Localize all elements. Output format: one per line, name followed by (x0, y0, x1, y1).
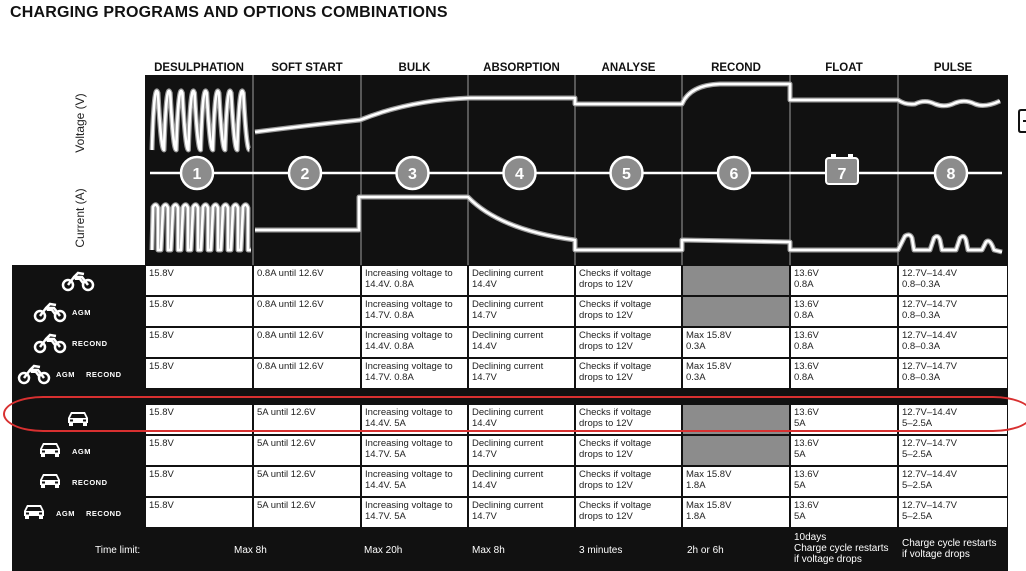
program-cell-pulse: 12.7V–14.4V 5–2.5A (899, 467, 1007, 496)
step-number-4: 4 (515, 166, 524, 183)
program-cell-pulse: 12.7V–14.7V 0.8–0.3A (899, 359, 1007, 388)
step-number-2: 2 (300, 166, 310, 183)
car-icon (40, 474, 60, 488)
program-cell-soft-start: 0.8A until 12.6V (254, 359, 360, 388)
time-limit-value: Max 20h (364, 545, 403, 556)
time-limit-value: 2h or 6h (687, 545, 724, 556)
program-cell-float: 13.6V 5A (791, 436, 897, 465)
program-cell-pulse: 12.7V–14.7V 5–2.5A (899, 498, 1007, 527)
program-cell-desulphation: 15.8V (146, 467, 252, 496)
program-cell-float: 13.6V 0.8A (791, 359, 897, 388)
program-cell-recond: Max 15.8V 0.3A (683, 359, 789, 388)
program-cell-absorption: Declining current 14.4V (469, 405, 574, 434)
program-cell-float: 13.6V 5A (791, 498, 897, 527)
motorcycle-icon (35, 304, 65, 321)
program-cell-recond: Max 15.8V 1.8A (683, 467, 789, 496)
program-cell-absorption: Declining current 14.7V (469, 359, 574, 388)
time-limit-label: Time limit: (95, 545, 141, 556)
program-cell-recond (683, 297, 789, 326)
step-number-7: 7 (837, 166, 847, 183)
program-cell-analyse: Checks if voltage drops to 12V (576, 467, 681, 496)
program-row (12, 358, 1008, 389)
highlight-outline (3, 396, 1026, 432)
program-icon-cell (12, 466, 146, 497)
cropped-edge-icon (1017, 108, 1026, 134)
program-cell-recond: Max 15.8V 0.3A (683, 328, 789, 357)
program-cell-bulk: Increasing voltage to 14.7V. 5A (362, 498, 467, 527)
program-cell-bulk: Increasing voltage to 14.7V. 0.8A (362, 359, 467, 388)
stage-label-1: DESULPHATION (154, 62, 244, 74)
time-limit-value: Charge cycle restarts if voltage drops (902, 538, 997, 560)
page-title: CHARGING PROGRAMS AND OPTIONS COMBINATIONS (10, 4, 448, 21)
program-cell-soft-start: 5A until 12.6V (254, 436, 360, 465)
option-tag: AGM (56, 509, 75, 518)
program-cell-desulphation: 15.8V (146, 405, 252, 434)
time-limit-value: Max 8h (234, 545, 267, 556)
step-number-8: 8 (946, 166, 956, 183)
program-icon-cell (12, 435, 146, 466)
time-limit-value: 3 minutes (579, 545, 623, 556)
program-cell-desulphation: 15.8V (146, 359, 252, 388)
program-cell-analyse: Checks if voltage drops to 12V (576, 328, 681, 357)
program-cell-desulphation: 15.8V (146, 266, 252, 295)
program-cell-absorption: Declining current 14.4V (469, 328, 574, 357)
program-cell-analyse: Checks if voltage drops to 12V (576, 359, 681, 388)
option-tag: AGM (72, 308, 91, 317)
program-cell-soft-start: 5A until 12.6V (254, 405, 360, 434)
program-cell-pulse: 12.7V–14.7V 5–2.5A (899, 436, 1007, 465)
program-cell-analyse: Checks if voltage drops to 12V (576, 436, 681, 465)
time-limit-value: 10days Charge cycle restarts if voltage drops (794, 532, 889, 565)
motorcycle-icon (19, 366, 49, 383)
program-row (12, 466, 1008, 497)
program-cell-soft-start: 0.8A until 12.6V (254, 328, 360, 357)
stage-label-4: ABSORPTION (483, 62, 560, 74)
program-row (12, 435, 1008, 466)
charging-diagram (0, 0, 1026, 265)
program-cell-absorption: Declining current 14.7V (469, 436, 574, 465)
step-number-1: 1 (192, 166, 202, 183)
stage-label-5: ANALYSE (601, 62, 656, 74)
option-tag: AGM (56, 370, 75, 379)
program-cell-soft-start: 0.8A until 12.6V (254, 297, 360, 326)
program-cell-analyse: Checks if voltage drops to 12V (576, 266, 681, 295)
program-cell-bulk: Increasing voltage to 14.4V. 5A (362, 405, 467, 434)
program-cell-absorption: Declining current 14.4V (469, 467, 574, 496)
program-cell-bulk: Increasing voltage to 14.7V. 0.8A (362, 297, 467, 326)
car-icon (40, 443, 60, 457)
voltage-axis-label: Voltage (V) (73, 93, 87, 153)
program-icon-cell (12, 296, 146, 327)
program-cell-absorption: Declining current 14.7V (469, 297, 574, 326)
car-icon (24, 505, 44, 519)
program-cell-pulse: 12.7V–14.4V 0.8–0.3A (899, 328, 1007, 357)
program-cell-soft-start: 0.8A until 12.6V (254, 266, 360, 295)
stage-label-2: SOFT START (271, 62, 343, 74)
program-row (12, 265, 1008, 296)
stage-label-8: PULSE (933, 62, 973, 74)
option-tag: RECOND (72, 339, 108, 348)
program-icon-cell (12, 265, 146, 296)
program-cell-float: 13.6V 5A (791, 467, 897, 496)
program-cell-bulk: Increasing voltage to 14.7V. 5A (362, 436, 467, 465)
program-cell-recond (683, 266, 789, 295)
time-limit-value: Max 8h (472, 545, 505, 556)
program-row (12, 327, 1008, 358)
program-cell-recond: Max 15.8V 1.8A (683, 498, 789, 527)
program-cell-float: 13.6V 0.8A (791, 297, 897, 326)
program-cell-pulse: 12.7V–14.4V 5–2.5A (899, 405, 1007, 434)
program-cell-recond (683, 436, 789, 465)
program-cell-pulse: 12.7V–14.4V 0.8–0.3A (899, 266, 1007, 295)
program-cell-bulk: Increasing voltage to 14.4V. 0.8A (362, 266, 467, 295)
program-cell-pulse: 12.7V–14.7V 0.8–0.3A (899, 297, 1007, 326)
program-cell-desulphation: 15.8V (146, 297, 252, 326)
program-icon-cell (12, 358, 146, 389)
program-cell-bulk: Increasing voltage to 14.4V. 5A (362, 467, 467, 496)
program-cell-float: 13.6V 5A (791, 405, 897, 434)
program-icon-cell (12, 327, 146, 358)
program-cell-analyse: Checks if voltage drops to 12V (576, 498, 681, 527)
option-tag: RECOND (86, 509, 122, 518)
program-cell-desulphation: 15.8V (146, 498, 252, 527)
time-limit-row (12, 523, 1008, 571)
stage-label-7: FLOAT (825, 62, 863, 74)
step-number-3: 3 (408, 166, 417, 183)
motorcycle-icon (12, 265, 146, 296)
option-tag: RECOND (72, 478, 108, 487)
motorcycle-icon (35, 335, 65, 352)
program-cell-desulphation: 15.8V (146, 436, 252, 465)
program-cell-soft-start: 5A until 12.6V (254, 498, 360, 527)
step-number-6: 6 (729, 166, 739, 183)
program-cell-absorption: Declining current 14.4V (469, 266, 574, 295)
program-cell-bulk: Increasing voltage to 14.4V. 0.8A (362, 328, 467, 357)
step-number-5: 5 (622, 166, 631, 183)
motorcycle-icon (63, 273, 93, 290)
program-cell-analyse: Checks if voltage drops to 12V (576, 297, 681, 326)
option-tag: AGM (72, 447, 91, 456)
program-cell-soft-start: 5A until 12.6V (254, 467, 360, 496)
stage-label-6: RECOND (711, 62, 761, 74)
program-cell-analyse: Checks if voltage drops to 12V (576, 405, 681, 434)
current-axis-label: Current (A) (73, 188, 87, 248)
program-cell-float: 13.6V 0.8A (791, 328, 897, 357)
stage-label-3: BULK (398, 62, 431, 74)
program-cell-desulphation: 15.8V (146, 328, 252, 357)
motorcycle-icon (12, 358, 146, 389)
program-row (12, 296, 1008, 327)
program-cell-absorption: Declining current 14.7V (469, 498, 574, 527)
option-tag: RECOND (86, 370, 122, 379)
program-cell-float: 13.6V 0.8A (791, 266, 897, 295)
